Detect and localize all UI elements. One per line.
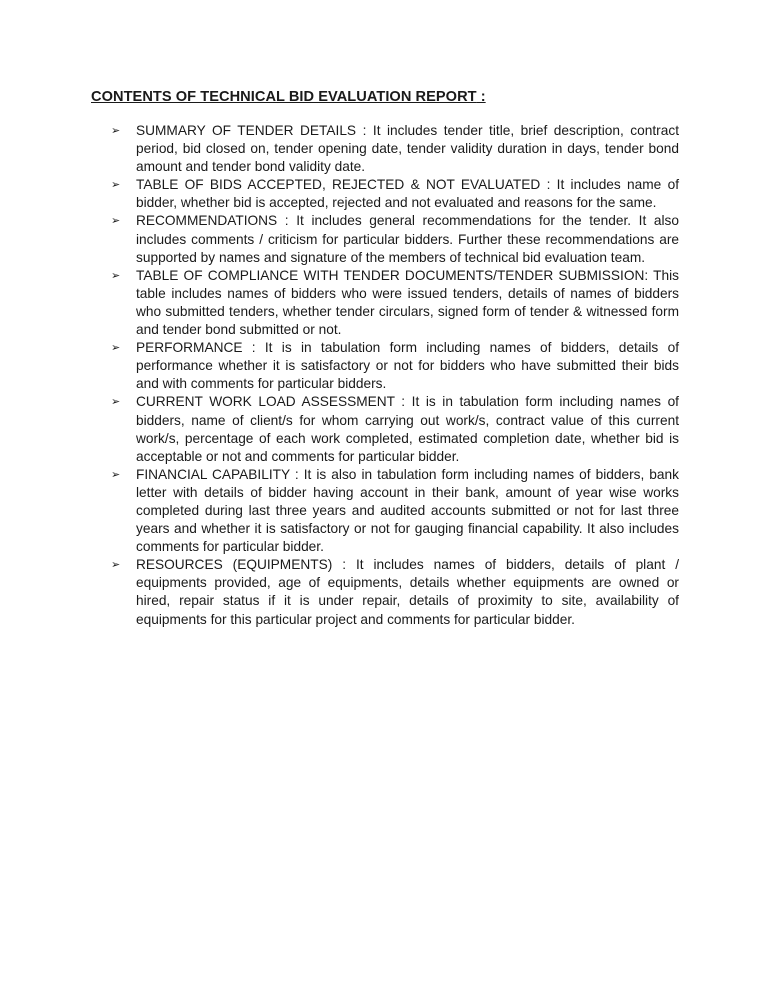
heading-text: CONTENTS OF TECHNICAL BID EVALUATION REPORT	[91, 89, 477, 105]
list-item-text: CURRENT WORK LOAD ASSESSMENT : It is in tabulation form including names of bidders, name of client/s for whom carrying out work/s, contract value of this current work/s, percentage of each work completed, estimated completion date, whether bid is acceptable or not and comments for particular bidder.	[136, 394, 679, 464]
list-item-text: PERFORMANCE : It is in tabulation form including names of bidders, details of performance whether it is satisfactory or not for bidders who have submitted their bids and with comments for particular bidders.	[136, 340, 679, 392]
list-item-text: TABLE OF BIDS ACCEPTED, REJECTED & NOT EVALUATED : It includes name of bidder, whether bid is accepted, rejected and not evaluated and reasons for the same.	[136, 177, 679, 211]
arrow-bullet-icon: ➢	[111, 215, 121, 228]
list-item	[111, 267, 679, 339]
arrow-bullet-icon: ➢	[111, 269, 121, 282]
arrow-bullet-icon: ➢	[111, 396, 121, 409]
list-item	[111, 556, 679, 628]
list-item-text: FINANCIAL CAPABILITY : It is also in tabulation form including names of bidders, bank letter with details of bidder having account in their bank, amount of year wise works completed during last three years and audited accounts submitted or not for last three years and whether it is satisfactory or not for gauging financial capability. It also includes comments for particular bidder.	[136, 466, 679, 555]
list-item-text: TABLE OF COMPLIANCE WITH TENDER DOCUMENTS/TENDER SUBMISSION: This table includes names of bidders who were issued tenders, details of names of bidders who submitted tenders, whether tender circulars, signed form of tender & witnessed form and tender bond submitted or not.	[136, 267, 679, 338]
heading-colon: :	[476, 89, 486, 105]
list-item	[111, 212, 679, 266]
list-item	[111, 176, 679, 212]
arrow-bullet-icon: ➢	[111, 468, 121, 481]
arrow-bullet-icon: ➢	[111, 125, 121, 137]
list-item	[111, 393, 679, 465]
list-item	[111, 122, 679, 176]
contents-list	[111, 122, 679, 629]
list-item	[111, 339, 679, 393]
arrow-bullet-icon: ➢	[111, 559, 121, 572]
list-item	[111, 466, 679, 556]
list-item-text: SUMMARY OF TENDER DETAILS : It includes tender title, brief description, contract period, bid closed on, tender opening date, tender validity duration in days, tender bond amount and tender bond validity date.	[136, 123, 679, 175]
arrow-bullet-icon: ➢	[111, 179, 121, 192]
list-item-text: RECOMMENDATIONS : It includes general recommendations for the tender. It also includes comments / criticism for particular bidders. Further these recommendations are supported by names and signature of the members of technical bid evaluation team.	[136, 213, 679, 265]
arrow-bullet-icon: ➢	[111, 342, 121, 355]
document-heading	[91, 89, 486, 105]
list-item-text: RESOURCES (EQUIPMENTS) : It includes names of bidders, details of plant / equipments provided, age of equipments, details whether equipments are owned or hired, repair status if it is under repair, details of proximity to site, availability of equipments for this particular project and comments for particular bidder.	[136, 557, 679, 627]
